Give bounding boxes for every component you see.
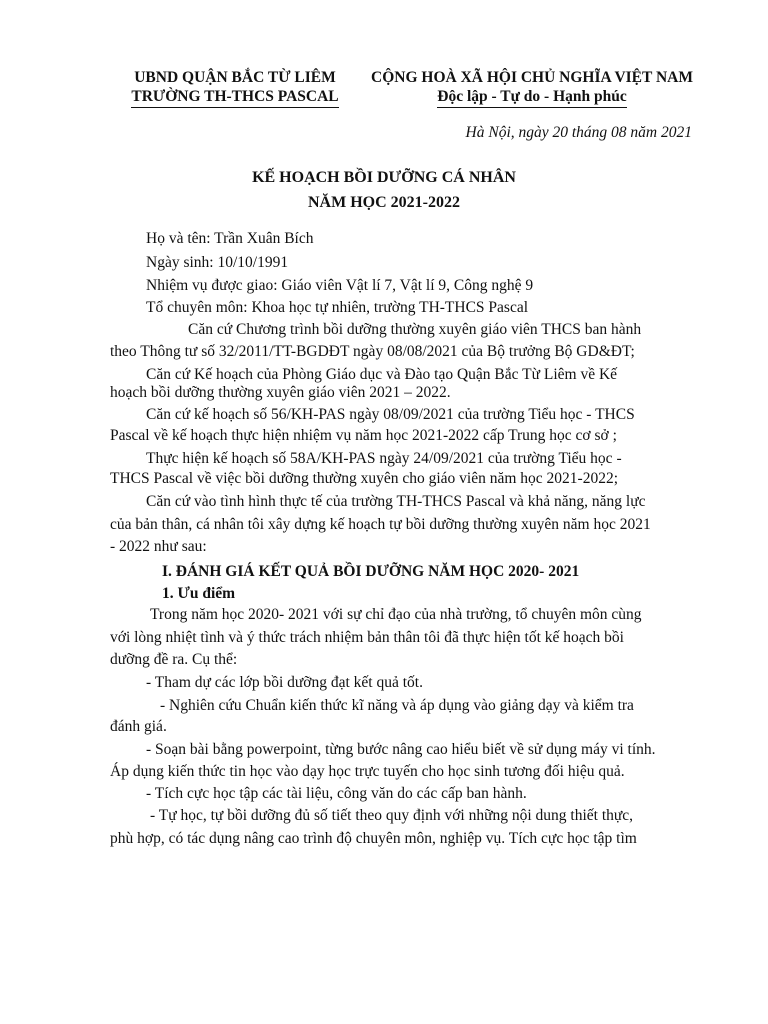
bullet-line: phù hợp, có tác dụng nâng cao trình độ chuyên môn, nghiệp vụ. Tích cực học tập tìm	[110, 830, 637, 847]
basis-line: Căn cứ vào tình hình thực tế của trường TH-THCS Pascal và khả năng, năng lực	[146, 493, 646, 510]
bullet-line: - Tham dự các lớp bồi dưỡng đạt kết quả tốt.	[146, 674, 423, 691]
info-name: Họ và tên: Trần Xuân Bích	[146, 230, 314, 247]
bullet-line: - Nghiên cứu Chuẩn kiến thức kĩ năng và áp dụng vào giảng dạy và kiểm tra	[160, 697, 634, 714]
issuer-school: TRƯỜNG TH-THCS PASCAL	[131, 87, 338, 108]
basis-line: hoạch bồi dưỡng thường xuyên giáo viên 2021 – 2022.	[110, 384, 451, 401]
section-heading: I. ĐÁNH GIÁ KẾT QUẢ BỒI DƯỠNG NĂM HỌC 2020- 2021	[162, 563, 580, 580]
document-title: KẾ HOẠCH BỒI DƯỠNG CÁ NHÂN	[252, 169, 516, 186]
national-name: CỘNG HOÀ XÃ HỘI CHỦ NGHĨA VIỆT NAM	[371, 69, 693, 86]
national-heading	[356, 68, 708, 108]
basis-line: THCS Pascal về việc bồi dưỡng thường xuyên cho giáo viên năm học 2021-2022;	[110, 470, 619, 487]
body-line: dưỡng đề ra. Cụ thể:	[110, 651, 238, 668]
basis-line: - 2022 như sau:	[110, 538, 207, 555]
bullet-line: - Soạn bài bằng powerpoint, từng bước nâng cao hiểu biết về sử dụng máy vi tính.	[146, 741, 656, 758]
basis-line: Thực hiện kế hoạch số 58A/KH-PAS ngày 24/09/2021 của trường Tiểu học -	[146, 450, 622, 467]
subsection-heading: 1. Ưu điểm	[162, 585, 236, 602]
bullet-line: - Tự học, tự bồi dưỡng đủ số tiết theo quy định với những nội dung thiết thực,	[150, 807, 634, 824]
basis-line: theo Thông tư số 32/2011/TT-BGDĐT ngày 08/08/2021 của Bộ trưởng Bộ GD&ĐT;	[110, 343, 635, 360]
body-line: Trong năm học 2020- 2021 với sự chỉ đạo của nhà trường, tổ chuyên môn cùng	[150, 606, 642, 623]
issuer-block	[112, 68, 358, 108]
info-dob: Ngày sinh: 10/10/1991	[146, 254, 289, 271]
basis-line: Căn cứ Kế hoạch của Phòng Giáo dục và Đào tạo Quận Bắc Từ Liêm về Kế	[146, 366, 618, 383]
bullet-line: Áp dụng kiến thức tin học vào dạy học trực tuyến cho học sinh tương đối hiệu quả.	[110, 763, 625, 780]
basis-line: của bản thân, cá nhân tôi xây dựng kế hoạch tự bồi dưỡng thường xuyên năm học 2021	[110, 516, 651, 533]
issuer-district: UBND QUẬN BẮC TỪ LIÊM	[134, 69, 336, 86]
national-motto: Độc lập - Tự do - Hạnh phúc	[437, 87, 626, 108]
bullet-line: - Tích cực học tập các tài liệu, công văn do các cấp ban hành.	[146, 785, 527, 802]
info-duty: Nhiệm vụ được giao: Giáo viên Vật lí 7, Vật lí 9, Công nghệ 9	[146, 277, 534, 294]
bullet-line: đánh giá.	[110, 718, 167, 735]
document-date: Hà Nội, ngày 20 tháng 08 năm 2021	[465, 124, 692, 141]
info-group: Tổ chuyên môn: Khoa học tự nhiên, trường TH-THCS Pascal	[146, 299, 529, 316]
document-subtitle: NĂM HỌC 2021-2022	[308, 194, 460, 211]
basis-line: Căn cứ Chương trình bồi dưỡng thường xuyên giáo viên THCS ban hành	[188, 321, 642, 338]
body-line: với lòng nhiệt tình và ý thức trách nhiệm bản thân tôi đã thực hiện tốt kế hoạch bồi	[110, 629, 624, 646]
basis-line: Căn cứ kế hoạch số 56/KH-PAS ngày 08/09/2021 của trường Tiểu học - THCS	[146, 406, 635, 423]
basis-line: Pascal về kế hoạch thực hiện nhiệm vụ năm học 2021-2022 cấp Trung học cơ sở ;	[110, 427, 617, 444]
